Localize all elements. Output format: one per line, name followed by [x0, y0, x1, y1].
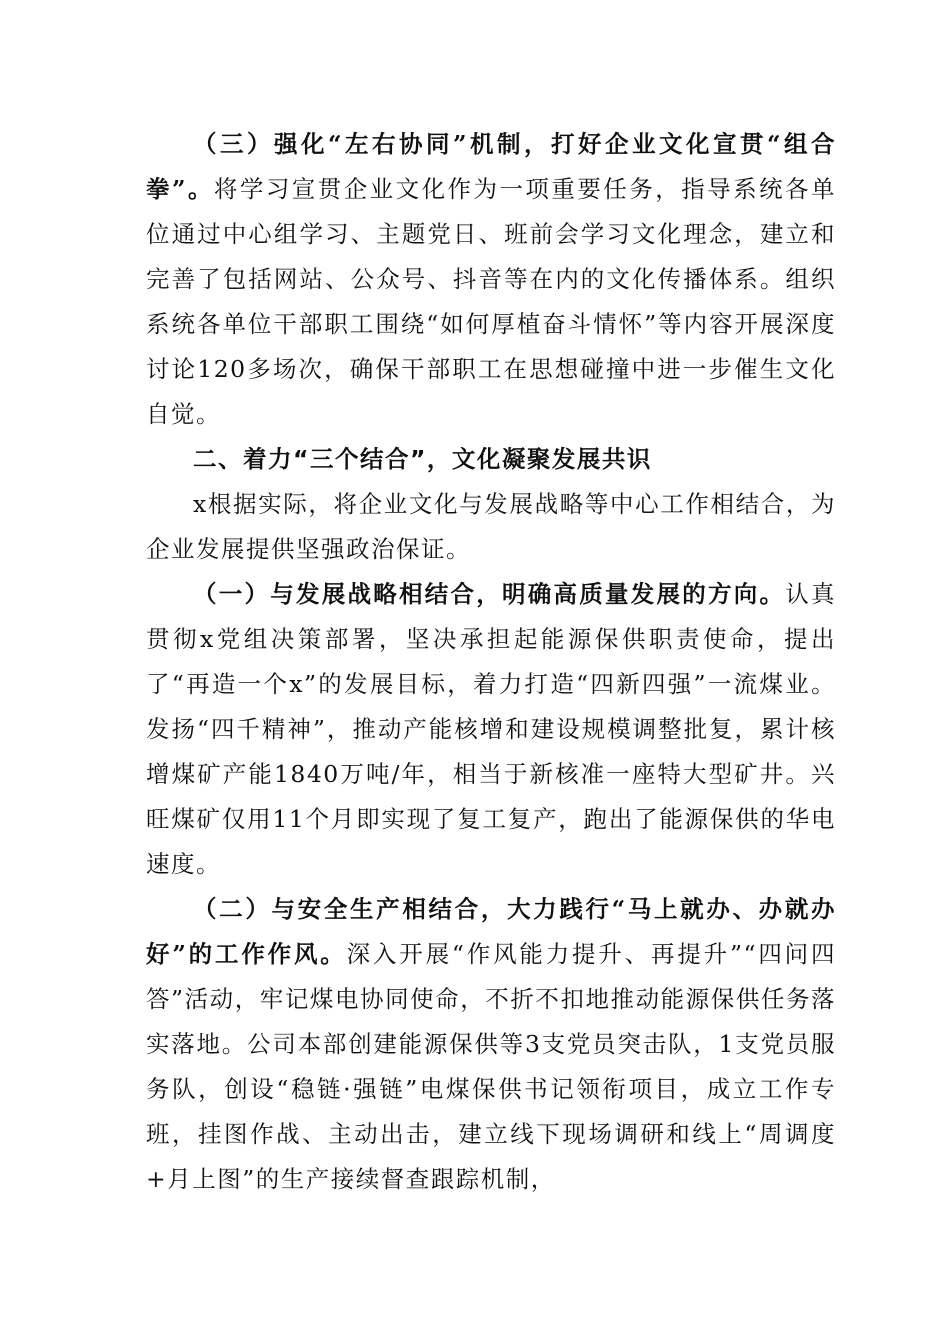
document-page [146, 122, 836, 1202]
paragraph-body: 认真贯彻x党组决策部署，坚决承担起能源保供职责使命，提出了“再造一个x”的发展目标，着力打造“四新四强”一流煤业。发扬“四千精神”，推动产能核增和建设规模调整批复，累计核增煤矿产能1840万吨/年，相当于新核准一座特大型矿井。兴旺煤矿仅用11个月即实现了复工复产，跑出了能源保供的华电速度。 [146, 580, 836, 878]
paragraph-body: 深入开展“作风能力提升、再提升”“四问四答”活动，牢记煤电协同使命，不折不扣地推动能源保供任务落实落地。公司本部创建能源保供等3支党员突击队，1支党员服务队，创设“稳链·强链”电煤保供书记领衔项目，成立工作专班，挂图作战、主动出击，建立线下现场调研和线上“周调度+月上图”的生产接续督查跟踪机制， [146, 940, 836, 1193]
paragraph-body: 将学习宣贯企业文化作为一项重要任务，指导系统各单位通过中心组学习、主题党日、班前会学习文化理念，建立和完善了包括网站、公众号、抖音等在内的文化传播体系。组织系统各单位干部职工围绕“如何厚植奋斗情怀”等内容开展深度讨论120多场次，确保干部职工在思想碰撞中进一步催生文化自觉。 [146, 175, 836, 428]
paragraph-coordination [146, 122, 836, 437]
paragraph-strategy [146, 572, 836, 887]
paragraph-safety [146, 887, 836, 1202]
paragraph-lead: （三）强化“左右协同”机制，打好企业文化宣贯“组合拳”。 [146, 130, 836, 203]
section-heading: 二、着力“三个结合”，文化凝聚发展共识 [193, 445, 652, 473]
paragraph-lead: （一）与发展战略相结合，明确高质量发展的方向。 [193, 580, 786, 608]
paragraph-intro: x根据实际，将企业文化与发展战略等中心工作相结合，为企业发展提供坚强政治保证。 [146, 490, 836, 563]
paragraph-lead: （二）与安全生产相结合，大力践行“马上就办、办就办好”的工作作风。 [146, 895, 836, 968]
